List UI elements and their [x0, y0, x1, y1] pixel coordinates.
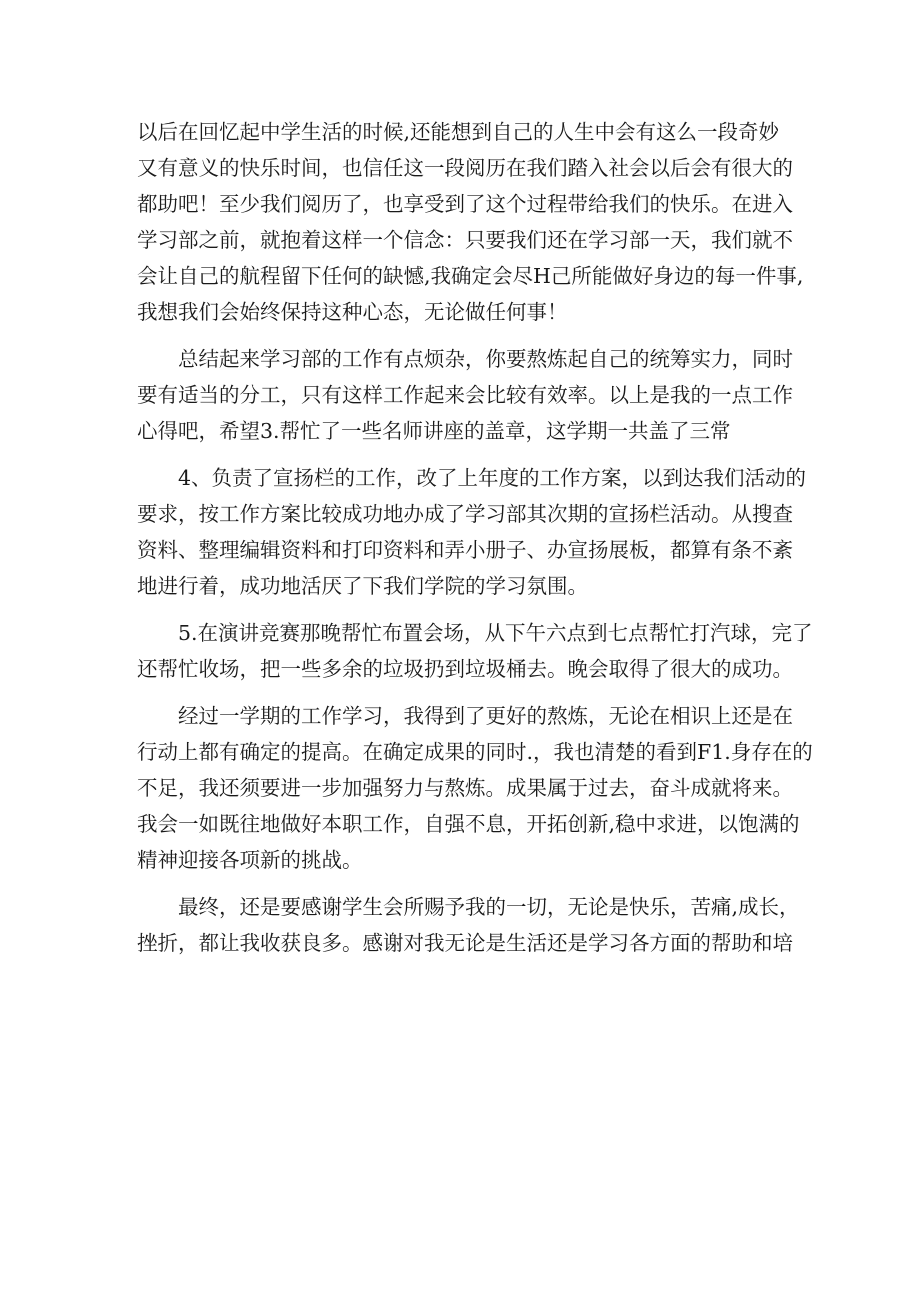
- text-line: 还帮忙收场，把一些多余的垃圾扔到垃圾桶去。晚会取得了很大的成功。: [137, 657, 793, 681]
- text-line: 挫折，都让我收获良多。感谢对我无论是生活还是学习各方面的帮助和培: [137, 931, 793, 955]
- text-line: 行动上都有确定的提高。在确定成果的同时.，我也清楚的看到F1.身存在的: [137, 740, 813, 764]
- document-body: [137, 114, 813, 972]
- text-line: 又有意义的快乐时间，也信任这一段阅历在我们踏入社会以后会有很大的: [137, 156, 793, 180]
- paragraph-3: [137, 460, 807, 604]
- paragraph-1: [137, 114, 804, 330]
- text-line: 会让自己的航程留下任何的缺憾,我确定会尽H己所能做好身边的每一件事,: [137, 264, 804, 288]
- text-line: 地进行着，成功地活厌了下我们学院的学习氛围。: [137, 574, 588, 598]
- text-line: 都助吧！至少我们阅历了，也享受到了这个过程带给我们的快乐。在进入: [137, 192, 793, 216]
- text-line: 总结起来学习部的工作有点烦杂，你要熬炼起自己的统筹实力，同时: [178, 347, 793, 371]
- text-line: 我会一如既往地做好本职工作，自强不息，开拓创新,稳中求进，以饱满的: [137, 812, 800, 836]
- paragraph-2: [137, 341, 793, 449]
- paragraph-4: [137, 615, 813, 687]
- text-line: 要求，按工作方案比较成功地办成了学习部其次期的宣扬栏活动。从搜查: [137, 502, 793, 526]
- text-line: 资料、整理编辑资料和打印资料和弄小册子、办宣扬展板，都算有条不紊: [137, 538, 793, 562]
- text-line: 心得吧，希望3.帮忙了一些名师讲座的盖章，这学期一共盖了三常: [137, 419, 731, 443]
- text-line: 4、负责了宣扬栏的工作，改了上年度的工作方案，以到达我们活动的: [178, 466, 807, 490]
- text-line: 我想我们会始终保持这种心态，无论做任何事！: [137, 300, 568, 324]
- text-line: 5.在演讲竞赛那晚帮忙布置会场，从下午六点到七点帮忙打汽球，完了: [178, 621, 813, 645]
- paragraph-6: [137, 889, 800, 961]
- text-line: 精神迎接各项新的挑战。: [137, 848, 363, 872]
- text-line: 要有适当的分工，只有这样工作起来会比较有效率。以上是我的一点工作: [137, 383, 793, 407]
- text-line: 不足，我还须要进一步加强努力与熬炼。成果属于过去，奋斗成就将来。: [137, 776, 793, 800]
- text-line: 学习部之前，就抱着这样一个信念：只要我们还在学习部一天，我们就不: [137, 228, 793, 252]
- text-line: 以后在回忆起中学生活的时候,还能想到自己的人生中会有这么一段奇妙: [137, 120, 780, 144]
- paragraph-5: [137, 698, 813, 878]
- text-line: 经过一学期的工作学习，我得到了更好的熬炼，无论在相识上还是在: [178, 704, 793, 728]
- text-line: 最终，还是要感谢学生会所赐予我的一切，无论是快乐，苦痛,成长，: [178, 895, 800, 919]
